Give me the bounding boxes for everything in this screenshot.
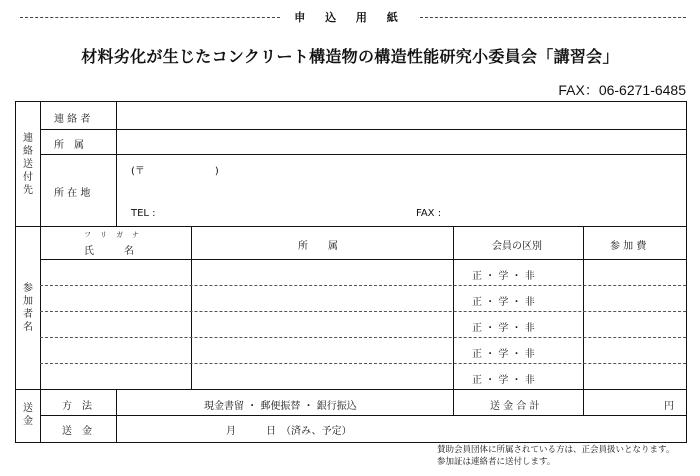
member-type-options[interactable]: 正 ・ 学 ・ 非 bbox=[472, 323, 535, 334]
grid-line bbox=[453, 226, 454, 389]
row-divider bbox=[40, 337, 686, 338]
name-header: 氏 名 bbox=[84, 246, 134, 257]
furigana-label: フ リ ガ ナ bbox=[84, 231, 140, 239]
grid-line bbox=[40, 415, 686, 416]
grid-line bbox=[40, 259, 686, 260]
member-type-options[interactable]: 正 ・ 学 ・ 非 bbox=[472, 349, 535, 360]
grid-line bbox=[583, 389, 584, 415]
grid-line bbox=[191, 226, 192, 389]
remit-date-field[interactable]: 月 日 （済み、予定） bbox=[226, 426, 352, 437]
grid-line bbox=[40, 102, 41, 442]
participants-section-label: 参 加 者 名 bbox=[23, 283, 33, 333]
member-type-options[interactable]: 正 ・ 学 ・ 非 bbox=[472, 297, 535, 308]
fee-header: 参 加 費 bbox=[610, 241, 647, 252]
total-label: 送 金 合 計 bbox=[490, 401, 540, 412]
affiliation-header: 所 属 bbox=[298, 241, 338, 252]
fax-number: FAX：06-6271-6485 bbox=[558, 82, 686, 98]
section-divider bbox=[16, 226, 686, 227]
contact-address-label: 所 在 地 bbox=[54, 188, 91, 199]
page-title: 材料劣化が生じたコンクリート構造物の構造性能研究小委員会「講習会」 bbox=[81, 47, 619, 66]
method-label: 方 法 bbox=[62, 401, 92, 412]
grid-line bbox=[116, 102, 117, 226]
grid-line bbox=[583, 226, 584, 389]
contact-affiliation-label: 所 属 bbox=[54, 140, 84, 151]
note-line: 参加証は連絡者に送付します。 bbox=[437, 457, 556, 467]
grid-line bbox=[40, 129, 686, 130]
row-divider bbox=[40, 285, 686, 286]
yen-unit: 円 bbox=[664, 401, 674, 412]
header-label: 申 込 用 紙 bbox=[284, 11, 416, 24]
contact-name-label: 連 絡 者 bbox=[54, 114, 91, 125]
method-options[interactable]: 現金書留 ・ 郵便振替 ・ 銀行振込 bbox=[204, 401, 357, 412]
tel-label[interactable]: TEL : bbox=[131, 208, 156, 219]
form-header bbox=[0, 6, 700, 28]
postal-code-field[interactable]: (〒 ) bbox=[131, 166, 219, 177]
row-divider bbox=[40, 363, 686, 364]
contact-section-label: 連 絡 送 付 先 bbox=[23, 133, 33, 196]
row-divider bbox=[40, 311, 686, 312]
remit-date-label: 送 金 bbox=[62, 426, 92, 437]
grid-line bbox=[453, 389, 454, 415]
member-type-header: 会員の区別 bbox=[492, 241, 542, 252]
member-type-options[interactable]: 正 ・ 学 ・ 非 bbox=[472, 271, 535, 282]
application-form bbox=[15, 101, 687, 443]
grid-line bbox=[40, 154, 686, 155]
note-line: 賛助会員団体に所属されている方は、正会員扱いとなります。 bbox=[437, 445, 675, 455]
member-type-options[interactable]: 正 ・ 学 ・ 非 bbox=[472, 375, 535, 386]
remittance-section-label: 送 金 bbox=[23, 403, 33, 427]
fax-label[interactable]: FAX : bbox=[416, 208, 442, 219]
